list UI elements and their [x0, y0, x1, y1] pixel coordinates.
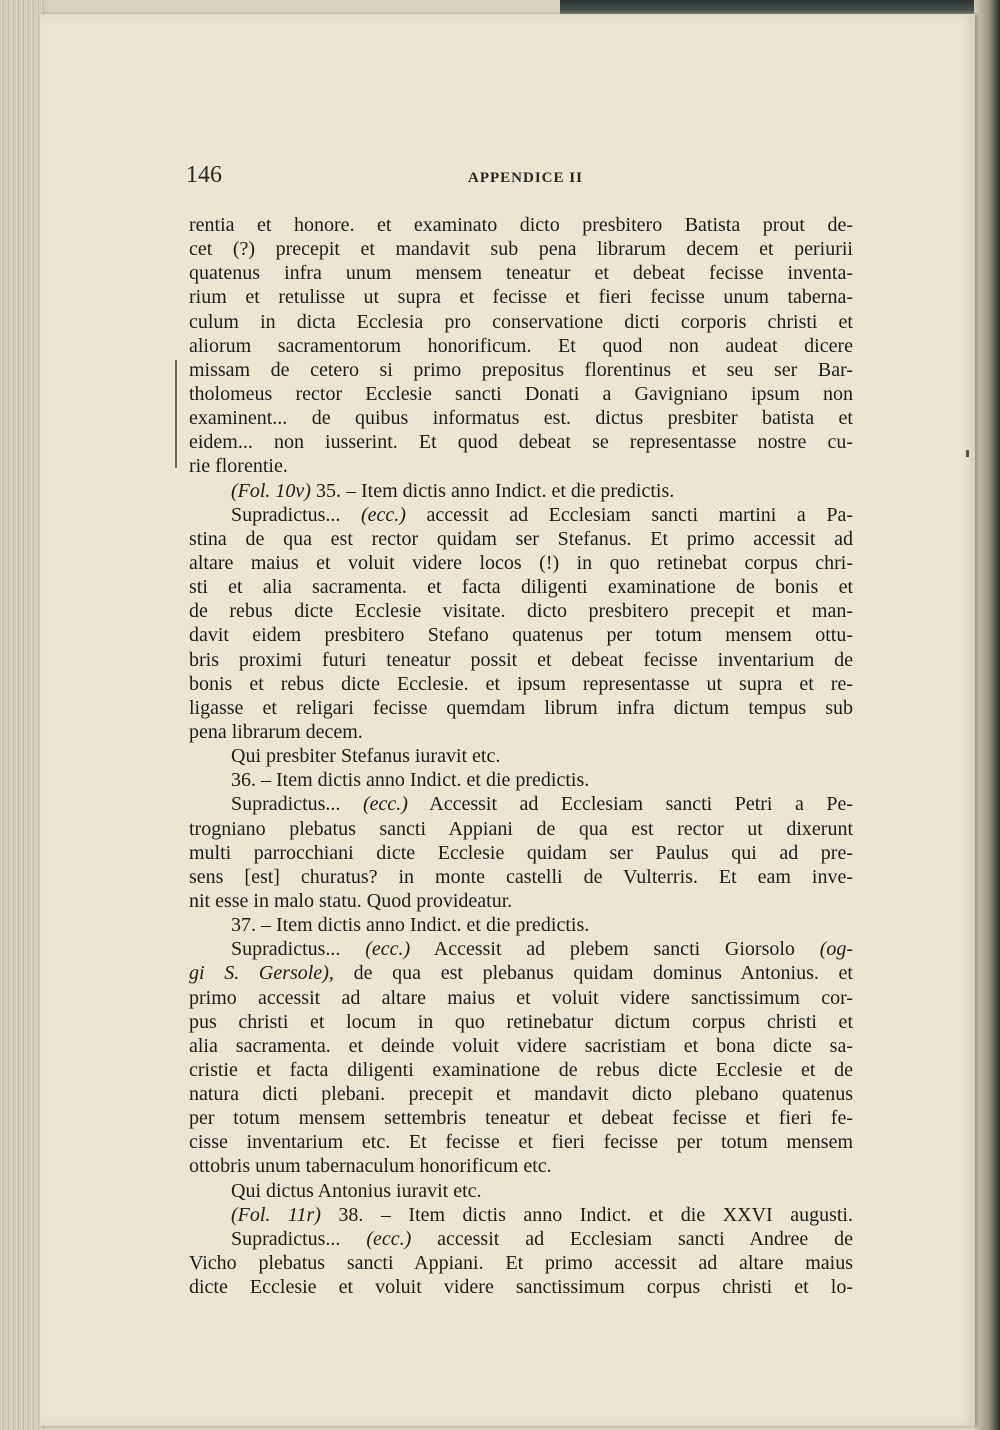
line-text: nit esse in malo statu. Quod provideatur. [189, 889, 513, 912]
text-line [189, 961, 853, 985]
text-line [189, 430, 853, 454]
line-text: ligasse et religari fecisse quemdam librum infra dictum tempus sub [189, 696, 853, 719]
line-text: aliorum sacramentorum honorificum. Et quod non audeat dicere [189, 334, 853, 357]
text-line [189, 527, 853, 551]
line-text: pena librarum decem. [189, 720, 363, 743]
text-line [189, 1034, 853, 1058]
line-text: sti et alia sacramenta. et facta diligenti examinatione de bonis et [189, 576, 853, 599]
line-text: Qui presbiter Stefanus iuravit etc. [231, 745, 501, 768]
line-text: examinent... de quibus informatus est. dictus presbiter batista et [189, 407, 853, 430]
text-line [189, 1130, 853, 1154]
italic-note: (ecc.) [366, 1227, 412, 1250]
text-line [189, 1203, 853, 1227]
text-line [189, 768, 853, 792]
line-text: eidem... non iusserint. Et quod debeat se representasse nostre cu- [189, 431, 853, 454]
line-text: primo accessit ad altare maius et voluit videre sanctissimum cor- [189, 986, 853, 1009]
text-line [189, 672, 853, 696]
text-line [189, 1275, 853, 1299]
line-prefix: Supradictus... [231, 503, 361, 526]
text-line [189, 913, 853, 937]
line-text: de rebus dicte Ecclesie visitate. dicto presbitero precepit et man- [189, 600, 853, 623]
text-line [189, 986, 853, 1010]
text-line [189, 1154, 853, 1178]
line-text: alia sacramenta. et deinde voluit videre sacristiam et bona dicte sa- [189, 1034, 853, 1057]
line-text: 35. – Item dictis anno Indict. et die predictis. [310, 479, 675, 502]
line-text: cisse inventarium etc. Et fecisse et fieri fecisse per totum mensem [189, 1131, 853, 1154]
text-line [189, 889, 853, 913]
text-line [189, 937, 853, 961]
line-text: Vicho plebatus sancti Appiani. Et primo accessit ad altare maius [189, 1252, 853, 1275]
running-head-title: APPENDICE II [468, 170, 583, 186]
line-text: dicte Ecclesie et voluit videre sanctissimum corpus christi et lo- [189, 1276, 853, 1299]
text-line [189, 382, 853, 406]
line-text: rium et retulisse ut supra et fecisse et fieri fecisse unum taberna- [189, 286, 853, 309]
italic-note: gi S. Gersole), [189, 962, 334, 985]
line-text: cet (?) precepit et mandavit sub pena librarum decem et periurii [189, 238, 853, 261]
italic-note: (ecc.) [362, 793, 408, 816]
line-text: tholomeus rector Ecclesie sancti Donati a Gavigniano ipsum non [189, 382, 853, 405]
text-line [189, 310, 853, 334]
body-text [189, 213, 853, 1299]
line-text: rie florentie. [189, 455, 288, 478]
text-line [189, 720, 853, 744]
line-text: 37. – Item dictis anno Indict. et die predictis. [231, 914, 590, 937]
line-prefix: Supradictus... [231, 1227, 367, 1250]
line-text: bonis et rebus dicte Ecclesie. et ipsum representasse ut supra et re- [189, 672, 853, 695]
line-text: Accessit ad Ecclesiam sancti Petri a Pe- [407, 793, 854, 816]
text-line [189, 1082, 853, 1106]
line-text: Accessit ad plebem sancti Giorsolo [410, 938, 820, 961]
text-line [189, 1058, 853, 1082]
text-line [189, 1251, 853, 1275]
line-text: sens [est] churatus? in monte castelli de Vulterris. Et eam inve- [189, 865, 853, 888]
text-line [189, 1106, 853, 1130]
text-line [189, 237, 853, 261]
line-text: natura dicti plebani. precepit et mandavit dicto plebano quatenus [189, 1083, 853, 1106]
italic-note: (Fol. 10v) [231, 479, 311, 502]
line-text: cristie et facta diligenti examinatione de rebus dicte Ecclesie et de [189, 1058, 853, 1081]
line-text: 38. – Item dictis anno Indict. et die XXVI augusti. [320, 1203, 853, 1226]
line-text: multi parrocchiani dicte Ecclesie quidam ser Paulus qui ad pre- [189, 841, 853, 864]
text-line [189, 599, 853, 623]
text-line [189, 1010, 853, 1034]
line-text: trogniano plebatus sancti Appiani de qua est rector ut dixerunt [189, 817, 853, 840]
line-text: accessit ad Ecclesiam sancti Andree de [411, 1227, 853, 1250]
text-line [189, 551, 853, 575]
text-line [189, 479, 853, 503]
text-line [189, 792, 853, 816]
text-line [189, 261, 853, 285]
text-line [189, 817, 853, 841]
line-text: culum in dicta Ecclesia pro conservatione dicti corporis christi et [189, 310, 853, 333]
text-line [189, 503, 853, 527]
book-cover-edge [974, 0, 1000, 1430]
text-line [189, 358, 853, 382]
text-line [189, 1227, 853, 1251]
italic-note: (ecc.) [365, 938, 411, 961]
line-text: pus christi et locum in quo retinebatur dictum corpus christi et [189, 1010, 853, 1033]
text-line [189, 454, 853, 478]
text-line [189, 285, 853, 309]
text-line [189, 575, 853, 599]
line-prefix: Supradictus... [231, 793, 363, 816]
line-text: altare maius et voluit videre locos (!) in quo retinebat corpus chri- [189, 551, 853, 574]
text-line [189, 213, 853, 237]
text-line [189, 406, 853, 430]
text-line [189, 744, 853, 768]
line-text: 36. – Item dictis anno Indict. et die predictis. [231, 769, 590, 792]
italic-note: (og- [819, 938, 854, 961]
running-head [186, 160, 858, 194]
line-text: davit eidem presbitero Stefano quatenus per totum mensem ottu- [189, 624, 853, 647]
text-line [189, 648, 853, 672]
line-text: Qui dictus Antonius iuravit etc. [231, 1179, 482, 1202]
line-text: bris proximi futuri teneatur possit et debeat fecisse inventarium de [189, 648, 853, 671]
line-text: rentia et honore. et examinato dicto presbitero Batista prout de- [189, 214, 853, 236]
line-text: accessit ad Ecclesiam sancti martini a Pa- [405, 503, 853, 526]
text-line [189, 623, 853, 647]
text-line [189, 334, 853, 358]
page-number: 146 [186, 162, 222, 188]
italic-note: (ecc.) [360, 503, 406, 526]
line-text: missam de cetero si primo prepositus florentinus et seu ser Bar- [189, 358, 853, 381]
text-line [189, 1179, 853, 1203]
text-line [189, 865, 853, 889]
line-text: ottobris unum tabernaculum honorificum etc. [189, 1155, 552, 1178]
margin-mark [966, 450, 969, 457]
line-prefix: Supradictus... [231, 938, 366, 961]
italic-note: (Fol. 11r) [231, 1203, 321, 1226]
text-line [189, 841, 853, 865]
line-text: stina de qua est rector quidam ser Stefanus. Et primo accessit ad [189, 527, 853, 550]
line-text: de qua est plebanus quidam dominus Antonius. et [333, 962, 853, 985]
margin-annotation-line [175, 360, 177, 468]
text-line [189, 696, 853, 720]
line-text: per totum mensem settembris teneatur et debeat fecisse et fieri fe- [189, 1107, 853, 1130]
line-text: quatenus infra unum mensem teneatur et debeat fecisse inventa- [189, 262, 853, 285]
